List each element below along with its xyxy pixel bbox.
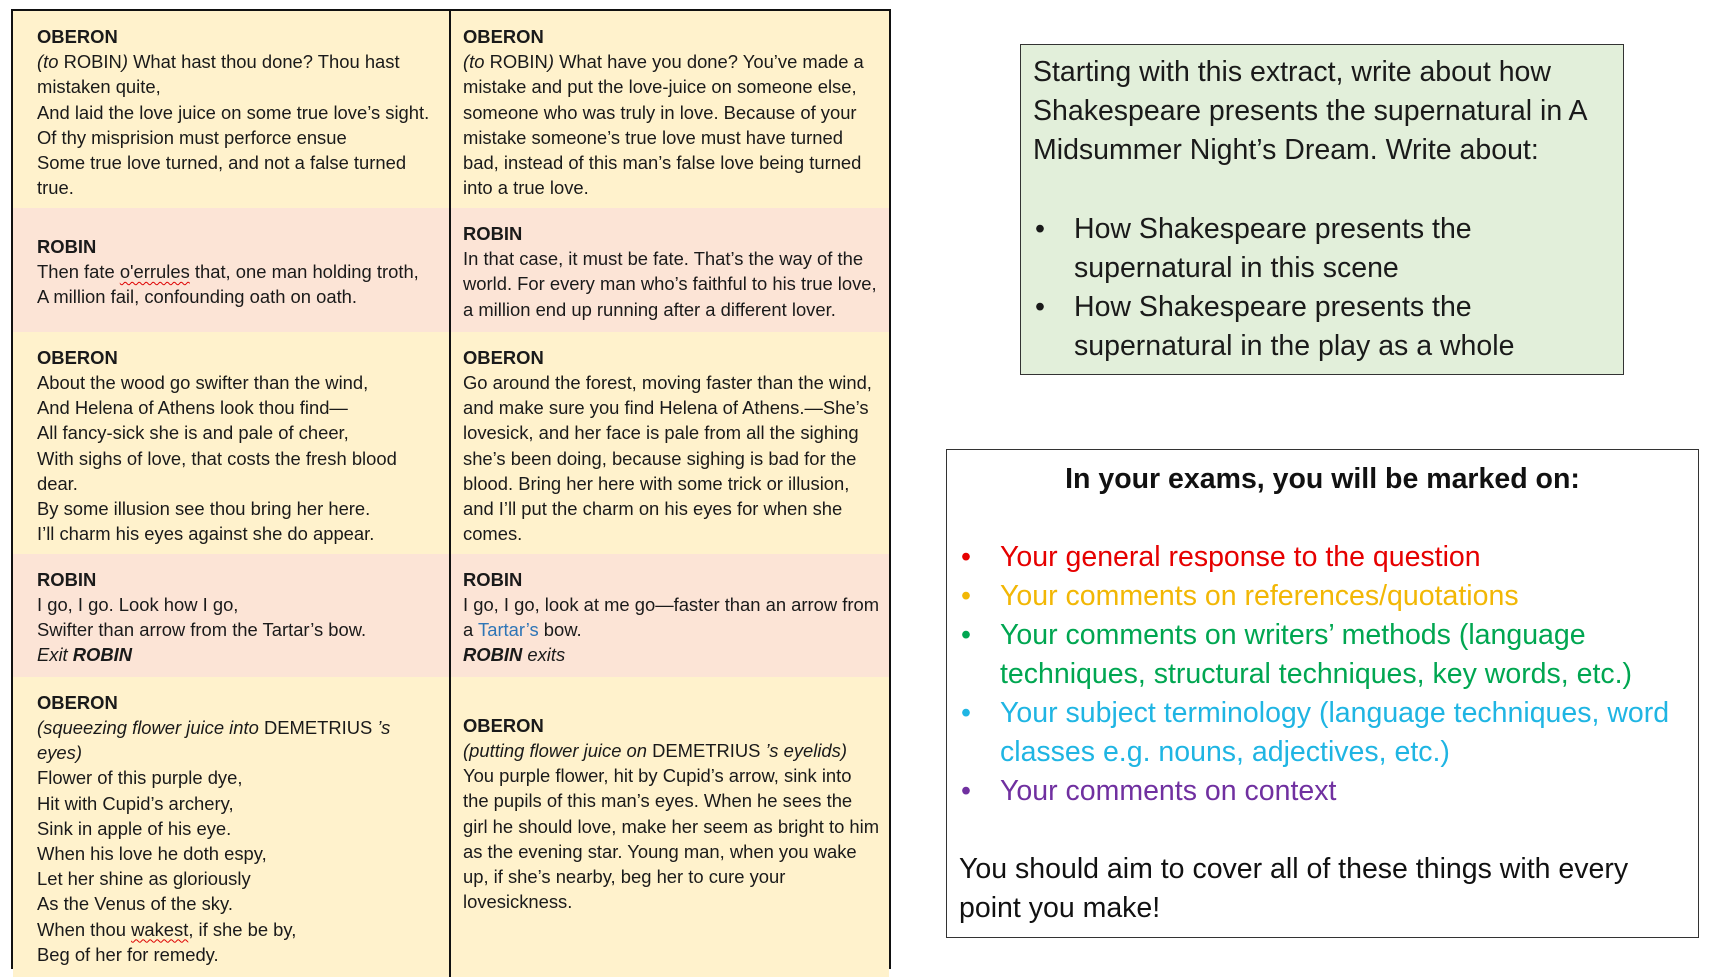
verse-line: When thou wakest, if she be by, (37, 918, 297, 940)
verse-line: I’ll charm his eyes against she do appear. (37, 523, 375, 545)
criteria-list (959, 538, 1686, 811)
task-bullet: • How Shakespeare presents the supernatural in the play as a whole (1033, 288, 1613, 366)
translation-text: I go, I go, look at me go—faster than an arrow from a Tartar’s bow. (463, 594, 880, 641)
verse-line: I go, I go. Look how I go, (37, 594, 239, 616)
stage-direction: (to ROBIN) (463, 51, 554, 73)
original-text-cell (13, 554, 451, 677)
translation-text: (to ROBIN) What have you done? You’ve made a mistake and put the love-juice on someone else, someone who was truly in love. Because of your mistake someone’s true love must have turned bad, instead of this man’s false love being turned into a true love. (463, 51, 864, 199)
original-text-cell (13, 11, 451, 208)
translation-text: Go around the forest, moving faster than the wind, and make sure you find Helena of Athens.—She’s lovesick, and her face is pale from all the sighing she’s been doing, because sighing is bad for the blood. Bring her here with some trick or illusion, and I’ll put the charm on his eyes for when she comes. (463, 372, 872, 545)
play-extract-table (11, 9, 891, 969)
original-text-cell (13, 677, 451, 977)
original-text-cell (13, 208, 451, 332)
table-row (13, 208, 889, 332)
verse-line: Some true love turned, and not a false turned true. (37, 152, 407, 199)
stage-direction: ROBIN exits (463, 644, 566, 666)
marking-criteria-box (946, 449, 1699, 938)
modern-translation-cell (451, 208, 889, 332)
task-bullet-list (1033, 210, 1613, 366)
task-box (1020, 44, 1624, 375)
modern-translation-cell (451, 332, 889, 554)
marking-footer: You should aim to cover all of these things with every point you make! (959, 853, 1629, 924)
criterion-general-response: • Your general response to the question (959, 538, 1686, 577)
archaic-word: o'errules (119, 260, 190, 282)
speaker-name: OBERON (37, 26, 118, 47)
criterion-references: • Your comments on references/quotations (959, 577, 1686, 616)
criterion-writers-methods: • Your comments on writers’ methods (language techniques, structural techniques, key words, etc.) (959, 616, 1686, 694)
table-row (13, 554, 889, 677)
speaker-name: OBERON (463, 346, 544, 368)
verse-line: As the Venus of the sky. (37, 893, 233, 915)
verse-line: A million fail, confounding oath on oath. (37, 286, 358, 307)
table-row (13, 677, 889, 977)
verse-line: All fancy-sick she is and pale of cheer, (37, 422, 349, 444)
stage-direction: (squeezing flower juice into DEMETRIUS ’s eyes) (37, 717, 391, 764)
stage-direction: Exit ROBIN (37, 644, 133, 666)
verse-line: And laid the love juice on some true love’s sight. (37, 101, 430, 123)
speaker-name: OBERON (463, 26, 544, 47)
tartar-link[interactable]: Tartar’s (478, 619, 539, 641)
criterion-subject-terminology: • Your subject terminology (language techniques, word classes e.g. nouns, adjectives, etc.) (959, 694, 1686, 772)
verse-line: Hit with Cupid’s archery, (37, 792, 234, 814)
table-row (13, 332, 889, 554)
speaker-name: ROBIN (37, 235, 97, 257)
modern-translation-cell (451, 554, 889, 677)
speaker-name: OBERON (463, 714, 544, 736)
speaker-name: ROBIN (37, 568, 97, 590)
stage-direction: (putting flower juice on DEMETRIUS ’s eyelids) (463, 740, 847, 762)
modern-translation-cell (451, 11, 889, 208)
verse-line: When his love he doth espy, (37, 843, 267, 865)
table-row (13, 11, 889, 208)
modern-translation-cell (451, 677, 889, 977)
marking-title: In your exams, you will be marked on: (1065, 463, 1580, 495)
speaker-name: OBERON (37, 691, 118, 713)
verse-line: Swifter than arrow from the Tartar’s bow. (37, 619, 367, 641)
speaker-name: OBERON (37, 346, 118, 368)
original-text-cell (13, 332, 451, 554)
verse-line: By some illusion see thou bring her here. (37, 498, 371, 520)
speaker-name: ROBIN (463, 223, 523, 244)
verse-line: Flower of this purple dye, (37, 767, 243, 789)
verse-line: Sink in apple of his eye. (37, 817, 232, 839)
verse-line: Then fate o'errules that, one man holding troth, (37, 260, 419, 282)
verse-line: (to ROBIN) What hast thou done? Thou hast mistaken quite, (37, 51, 400, 98)
verse-line: Of thy misprision must perforce ensue (37, 126, 347, 148)
stage-direction: (to ROBIN) (37, 51, 128, 73)
task-bullet: • How Shakespeare presents the supernatural in this scene (1033, 210, 1613, 288)
translation-text: You purple flower, hit by Cupid’s arrow, sink into the pupils of this man’s eyes. When he sees the girl he should love, make her seem as bright to him as the evening star. Young man, when you wake up, if she’s nearby, beg her to cure your lovesickness. (463, 765, 880, 913)
speaker-name: ROBIN (463, 568, 523, 590)
verse-line: About the wood go swifter than the wind, (37, 372, 369, 394)
criterion-context: • Your comments on context (959, 772, 1686, 811)
verse-line: Beg of her for remedy. (37, 943, 219, 965)
translation-text: In that case, it must be fate. That’s the way of the world. For every man who’s faithful to his true love, a million end up running after a different lover. (463, 248, 877, 320)
archaic-word: wakest (131, 918, 189, 940)
verse-line: Let her shine as gloriously (37, 868, 251, 890)
verse-line: And Helena of Athens look thou find— (37, 397, 348, 419)
task-prompt: Starting with this extract, write about how Shakespeare presents the supernatural in A Midsummer Night’s Dream. Write about: (1033, 56, 1586, 166)
verse-line: With sighs of love, that costs the fresh blood dear. (37, 447, 397, 494)
